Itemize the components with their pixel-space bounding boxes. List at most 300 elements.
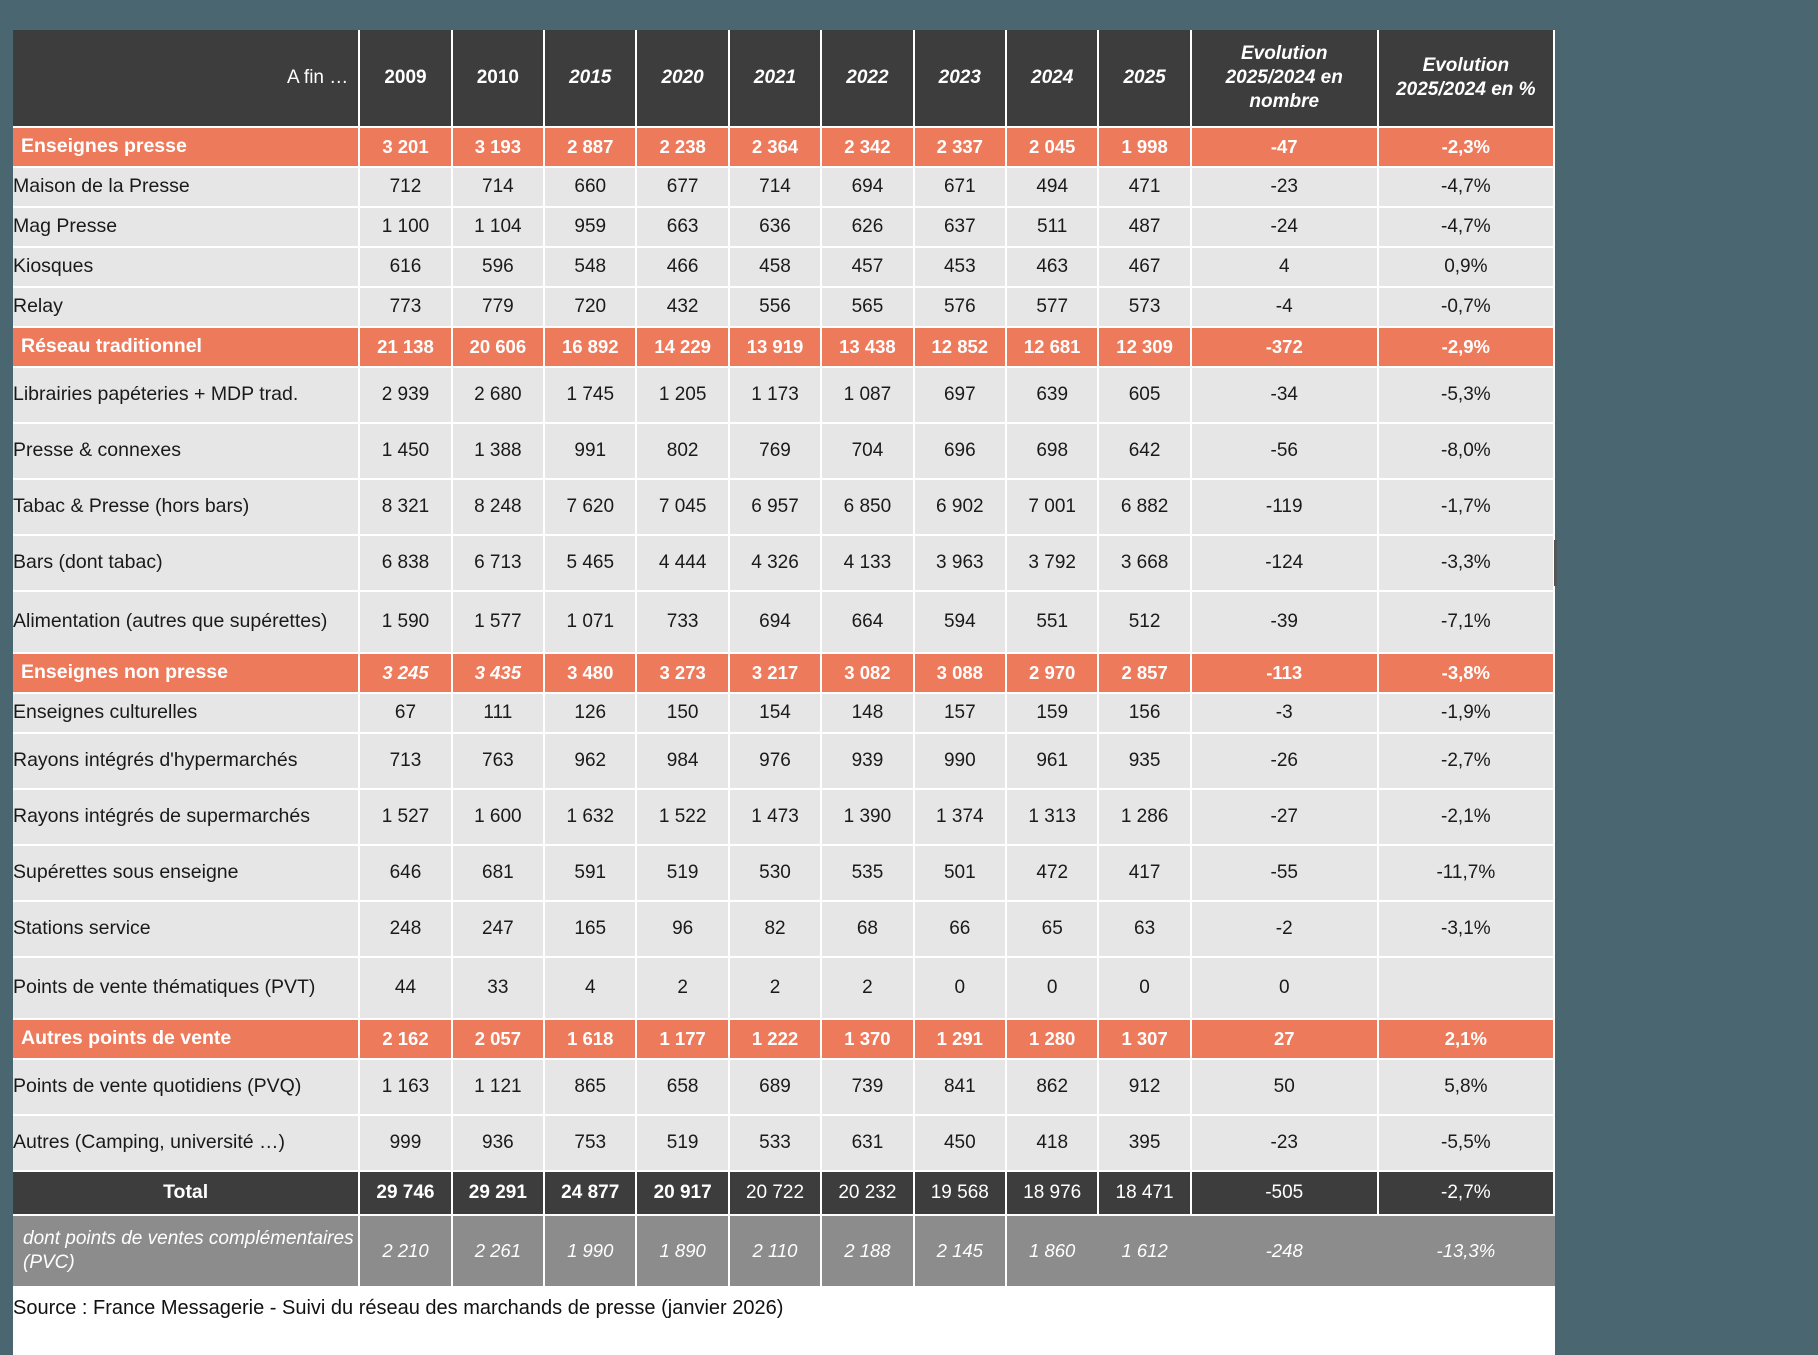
cell-year-2022: 68 [822,902,914,958]
total-cell-year-2015: 24 877 [545,1172,637,1216]
cell-year-2022: 704 [822,424,914,480]
cell-year-2024: 472 [1007,846,1099,902]
cell-year-2023: 841 [915,1060,1007,1116]
cell-year-2010: 6 713 [453,536,545,592]
table-row [13,846,1555,902]
table-header [13,30,1555,128]
total-cell-evolution-percent: -2,7% [1379,1172,1555,1216]
cell-year-2009: 6 838 [360,536,452,592]
cell-year-2022: 565 [822,288,914,328]
cell-year-2020: 1 522 [637,790,729,846]
network-table-sheet [13,30,1555,1355]
cell-year-2025: 935 [1099,734,1191,790]
press-network-table [13,30,1555,1286]
cell-year-2023: 450 [915,1116,1007,1172]
cell-year-2021: 6 957 [730,480,822,536]
cell-year-2022: 626 [822,208,914,248]
cell-year-2009: 67 [360,694,452,734]
cell-evolution-percent: 2,1% [1379,1020,1555,1060]
cell-year-2015: 962 [545,734,637,790]
column-header-year-2020: 2020 [637,30,729,128]
cell-evolution-number: -56 [1192,424,1379,480]
cell-evolution-percent: -5,5% [1379,1116,1555,1172]
row-label: Alimentation (autres que supérettes) [13,592,360,654]
cell-evolution-number: -34 [1192,368,1379,424]
cell-year-2020: 96 [637,902,729,958]
cell-year-2009: 2 162 [360,1020,452,1060]
cell-evolution-percent: -2,1% [1379,790,1555,846]
section-row [13,1020,1555,1060]
cell-evolution-number: -23 [1192,1116,1379,1172]
row-label: Autres (Camping, université …) [13,1116,360,1172]
cell-year-2015: 3 480 [545,654,637,694]
table-header-row [13,30,1555,128]
cell-year-2023: 3 088 [915,654,1007,694]
cell-year-2025: 642 [1099,424,1191,480]
row-label: Réseau traditionnel [13,328,360,368]
cell-year-2025: 2 857 [1099,654,1191,694]
cell-year-2021: 13 919 [730,328,822,368]
cell-year-2015: 959 [545,208,637,248]
total-cell-year-2020: 20 917 [637,1172,729,1216]
section-row [13,654,1555,694]
cell-evolution-number: 50 [1192,1060,1379,1116]
cell-year-2022: 631 [822,1116,914,1172]
cell-year-2022: 739 [822,1060,914,1116]
cell-year-2025: 3 668 [1099,536,1191,592]
cell-year-2021: 530 [730,846,822,902]
pvc-cell-year-2023: 2 145 [915,1216,1007,1286]
cell-year-2015: 548 [545,248,637,288]
cell-year-2020: 432 [637,288,729,328]
cell-evolution-percent: 0,9% [1379,248,1555,288]
cell-year-2023: 990 [915,734,1007,790]
cell-year-2025: 1 286 [1099,790,1191,846]
cell-year-2020: 466 [637,248,729,288]
row-label: Maison de la Presse [13,168,360,208]
cell-evolution-number: -124 [1192,536,1379,592]
table-row [13,536,1555,592]
cell-evolution-percent: -7,1% [1379,592,1555,654]
cell-year-2010: 111 [453,694,545,734]
total-cell-year-2009: 29 746 [360,1172,452,1216]
cell-year-2009: 21 138 [360,328,452,368]
cell-year-2022: 1 087 [822,368,914,424]
cell-year-2015: 5 465 [545,536,637,592]
cell-year-2022: 939 [822,734,914,790]
cell-year-2009: 646 [360,846,452,902]
cell-year-2020: 1 205 [637,368,729,424]
total-row [13,1172,1555,1216]
cell-year-2010: 1 388 [453,424,545,480]
cell-evolution-number: -2 [1192,902,1379,958]
cell-evolution-percent: -4,7% [1379,208,1555,248]
row-label: Stations service [13,902,360,958]
cell-year-2022: 535 [822,846,914,902]
cell-evolution-percent: -3,8% [1379,654,1555,694]
cell-year-2010: 1 121 [453,1060,545,1116]
cell-year-2020: 733 [637,592,729,654]
cell-year-2020: 677 [637,168,729,208]
cell-year-2009: 1 450 [360,424,452,480]
cell-year-2022: 664 [822,592,914,654]
cell-year-2024: 7 001 [1007,480,1099,536]
cell-year-2024: 1 313 [1007,790,1099,846]
cell-year-2015: 165 [545,902,637,958]
column-header-year-2009: 2009 [360,30,452,128]
cell-year-2023: 3 963 [915,536,1007,592]
cell-evolution-percent: -1,9% [1379,694,1555,734]
cell-evolution-number: -55 [1192,846,1379,902]
cell-year-2010: 247 [453,902,545,958]
cell-year-2023: 594 [915,592,1007,654]
cell-year-2024: 418 [1007,1116,1099,1172]
cell-year-2010: 33 [453,958,545,1020]
cell-year-2021: 458 [730,248,822,288]
cell-year-2024: 12 681 [1007,328,1099,368]
section-row [13,328,1555,368]
cell-year-2009: 8 321 [360,480,452,536]
cell-year-2022: 1 370 [822,1020,914,1060]
pvc-cell-year-2021: 2 110 [730,1216,822,1286]
cell-year-2010: 8 248 [453,480,545,536]
cell-evolution-number: -4 [1192,288,1379,328]
cell-year-2024: 65 [1007,902,1099,958]
column-header-year-2010: 2010 [453,30,545,128]
pvc-cell-evolution-percent: -13,3% [1379,1216,1555,1286]
cell-year-2009: 999 [360,1116,452,1172]
row-label: Points de vente quotidiens (PVQ) [13,1060,360,1116]
cell-year-2015: 1 745 [545,368,637,424]
cell-year-2023: 12 852 [915,328,1007,368]
cell-year-2024: 862 [1007,1060,1099,1116]
cell-year-2021: 154 [730,694,822,734]
cell-year-2015: 1 632 [545,790,637,846]
pvc-row-label: dont points de ventes complémentaires (PVC) [13,1216,360,1286]
table-row [13,958,1555,1020]
cell-year-2021: 689 [730,1060,822,1116]
cell-year-2023: 1 291 [915,1020,1007,1060]
cell-year-2020: 658 [637,1060,729,1116]
cell-year-2021: 769 [730,424,822,480]
row-label: Bars (dont tabac) [13,536,360,592]
cell-year-2010: 714 [453,168,545,208]
cell-year-2022: 694 [822,168,914,208]
pvc-cell-year-2025: 1 612 [1099,1216,1191,1286]
cell-year-2010: 1 577 [453,592,545,654]
cell-year-2023: 576 [915,288,1007,328]
column-header-year-2015: 2015 [545,30,637,128]
cell-year-2020: 2 [637,958,729,1020]
row-label: Autres points de vente [13,1020,360,1060]
cell-year-2009: 1 527 [360,790,452,846]
table-row [13,1060,1555,1116]
cell-year-2024: 639 [1007,368,1099,424]
pvc-cell-year-2024: 1 860 [1007,1216,1099,1286]
cell-year-2021: 976 [730,734,822,790]
cell-year-2020: 2 238 [637,128,729,168]
cell-evolution-number: -27 [1192,790,1379,846]
cell-evolution-percent: -1,7% [1379,480,1555,536]
pvc-cell-year-2020: 1 890 [637,1216,729,1286]
total-cell-year-2022: 20 232 [822,1172,914,1216]
cell-evolution-percent: -2,3% [1379,128,1555,168]
cell-year-2020: 663 [637,208,729,248]
cell-year-2010: 2 057 [453,1020,545,1060]
cell-year-2025: 1 307 [1099,1020,1191,1060]
cell-year-2010: 2 680 [453,368,545,424]
cell-evolution-percent [1379,958,1555,1020]
page-edge-right [1555,0,1818,1355]
page-edge-left [0,0,13,1355]
cell-year-2023: 1 374 [915,790,1007,846]
cell-year-2022: 148 [822,694,914,734]
cell-year-2015: 991 [545,424,637,480]
column-header-year-2025: 2025 [1099,30,1191,128]
cell-year-2022: 3 082 [822,654,914,694]
cell-year-2025: 156 [1099,694,1191,734]
cell-year-2025: 467 [1099,248,1191,288]
cell-year-2015: 16 892 [545,328,637,368]
cell-year-2010: 681 [453,846,545,902]
row-label: Rayons intégrés d'hypermarchés [13,734,360,790]
cell-year-2024: 2 045 [1007,128,1099,168]
cell-year-2010: 779 [453,288,545,328]
cell-year-2023: 157 [915,694,1007,734]
total-cell-year-2024: 18 976 [1007,1172,1099,1216]
cell-evolution-number: -119 [1192,480,1379,536]
table-row [13,592,1555,654]
row-label: Enseignes non presse [13,654,360,694]
cell-year-2020: 1 177 [637,1020,729,1060]
cell-year-2009: 3 201 [360,128,452,168]
cell-year-2009: 44 [360,958,452,1020]
cell-year-2010: 763 [453,734,545,790]
cell-year-2009: 712 [360,168,452,208]
cell-year-2010: 1 104 [453,208,545,248]
cell-year-2022: 2 342 [822,128,914,168]
cell-year-2015: 4 [545,958,637,1020]
cell-year-2021: 1 222 [730,1020,822,1060]
table-row [13,1116,1555,1172]
cell-year-2009: 1 590 [360,592,452,654]
cell-year-2021: 694 [730,592,822,654]
row-label: Kiosques [13,248,360,288]
cell-year-2025: 512 [1099,592,1191,654]
cell-year-2015: 720 [545,288,637,328]
pvc-cell-year-2022: 2 188 [822,1216,914,1286]
cell-year-2015: 7 620 [545,480,637,536]
table-row [13,368,1555,424]
cell-year-2020: 519 [637,1116,729,1172]
cell-year-2025: 6 882 [1099,480,1191,536]
row-label: Enseignes presse [13,128,360,168]
pvc-cell-evolution-number: -248 [1192,1216,1379,1286]
cell-year-2010: 1 600 [453,790,545,846]
cell-year-2015: 865 [545,1060,637,1116]
cell-year-2022: 457 [822,248,914,288]
table-row [13,694,1555,734]
source-note: Source : France Messagerie - Suivi du réseau des marchands de presse (janvier 2026) [13,1297,784,1319]
cell-year-2025: 395 [1099,1116,1191,1172]
cell-year-2023: 453 [915,248,1007,288]
row-label: Tabac & Presse (hors bars) [13,480,360,536]
cell-evolution-number: 4 [1192,248,1379,288]
column-header-label: A fin … [13,30,360,128]
cell-year-2021: 1 173 [730,368,822,424]
cell-evolution-number: 27 [1192,1020,1379,1060]
cell-year-2020: 984 [637,734,729,790]
total-cell-year-2010: 29 291 [453,1172,545,1216]
column-header-evolution-percent: Evolution 2025/2024 en % [1379,30,1555,128]
cell-year-2015: 126 [545,694,637,734]
cell-year-2022: 6 850 [822,480,914,536]
cell-year-2024: 511 [1007,208,1099,248]
cell-year-2025: 605 [1099,368,1191,424]
row-label: Rayons intégrés de supermarchés [13,790,360,846]
cell-evolution-number: 0 [1192,958,1379,1020]
cell-year-2021: 2 [730,958,822,1020]
total-cell-year-2025: 18 471 [1099,1172,1191,1216]
table-row [13,902,1555,958]
cell-year-2010: 3 435 [453,654,545,694]
table-row [13,248,1555,288]
cell-year-2024: 3 792 [1007,536,1099,592]
cell-year-2015: 1 618 [545,1020,637,1060]
cell-evolution-number: -26 [1192,734,1379,790]
table-row [13,208,1555,248]
cell-year-2010: 20 606 [453,328,545,368]
cell-evolution-percent: -2,7% [1379,734,1555,790]
pvc-cell-year-2009: 2 210 [360,1216,452,1286]
pvc-row [13,1216,1555,1286]
cell-year-2020: 519 [637,846,729,902]
table-row [13,734,1555,790]
cell-year-2023: 697 [915,368,1007,424]
row-label: Presse & connexes [13,424,360,480]
cell-evolution-percent: -2,9% [1379,328,1555,368]
cell-year-2009: 248 [360,902,452,958]
cell-year-2023: 671 [915,168,1007,208]
table-row [13,424,1555,480]
cell-year-2021: 1 473 [730,790,822,846]
cell-evolution-percent: -0,7% [1379,288,1555,328]
cell-year-2024: 577 [1007,288,1099,328]
cell-year-2024: 463 [1007,248,1099,288]
cell-year-2020: 150 [637,694,729,734]
cell-year-2025: 573 [1099,288,1191,328]
cell-year-2021: 714 [730,168,822,208]
cell-year-2015: 660 [545,168,637,208]
cell-year-2024: 698 [1007,424,1099,480]
section-row [13,128,1555,168]
cell-evolution-number: -39 [1192,592,1379,654]
cell-year-2025: 417 [1099,846,1191,902]
scroll-position-marker[interactable] [1554,540,1557,586]
column-header-year-2021: 2021 [730,30,822,128]
cell-year-2020: 4 444 [637,536,729,592]
cell-evolution-percent: -8,0% [1379,424,1555,480]
cell-evolution-number: -47 [1192,128,1379,168]
cell-year-2025: 63 [1099,902,1191,958]
cell-evolution-number: -3 [1192,694,1379,734]
cell-year-2009: 713 [360,734,452,790]
cell-year-2024: 551 [1007,592,1099,654]
cell-year-2023: 2 337 [915,128,1007,168]
table-row [13,790,1555,846]
cell-year-2024: 0 [1007,958,1099,1020]
cell-year-2020: 7 045 [637,480,729,536]
row-label: Librairies papéteries + MDP trad. [13,368,360,424]
cell-year-2010: 596 [453,248,545,288]
row-label: Supérettes sous enseigne [13,846,360,902]
page-edge-top [0,0,1818,30]
cell-evolution-number: -113 [1192,654,1379,694]
cell-year-2020: 802 [637,424,729,480]
cell-evolution-percent: -5,3% [1379,368,1555,424]
total-cell-evolution-number: -505 [1192,1172,1379,1216]
row-label: Mag Presse [13,208,360,248]
cell-year-2023: 66 [915,902,1007,958]
column-header-year-2023: 2023 [915,30,1007,128]
cell-year-2024: 961 [1007,734,1099,790]
cell-year-2009: 1 163 [360,1060,452,1116]
row-label: Points de vente thématiques (PVT) [13,958,360,1020]
cell-year-2015: 753 [545,1116,637,1172]
table-body [13,128,1555,1286]
cell-year-2025: 12 309 [1099,328,1191,368]
table-row [13,168,1555,208]
cell-year-2010: 936 [453,1116,545,1172]
cell-year-2021: 82 [730,902,822,958]
cell-evolution-number: -372 [1192,328,1379,368]
cell-year-2025: 912 [1099,1060,1191,1116]
column-header-evolution-number: Evolution 2025/2024 en nombre [1192,30,1379,128]
cell-year-2023: 696 [915,424,1007,480]
cell-year-2015: 2 887 [545,128,637,168]
cell-year-2021: 3 217 [730,654,822,694]
cell-year-2021: 636 [730,208,822,248]
cell-year-2024: 2 970 [1007,654,1099,694]
column-header-year-2024: 2024 [1007,30,1099,128]
cell-year-2022: 2 [822,958,914,1020]
table-row [13,288,1555,328]
cell-year-2025: 1 998 [1099,128,1191,168]
cell-year-2021: 2 364 [730,128,822,168]
cell-evolution-percent: 5,8% [1379,1060,1555,1116]
cell-evolution-percent: -11,7% [1379,846,1555,902]
cell-evolution-percent: -3,3% [1379,536,1555,592]
total-cell-year-2021: 20 722 [730,1172,822,1216]
cell-evolution-number: -23 [1192,168,1379,208]
cell-year-2020: 3 273 [637,654,729,694]
table-row [13,480,1555,536]
cell-year-2015: 1 071 [545,592,637,654]
cell-year-2021: 556 [730,288,822,328]
cell-year-2023: 501 [915,846,1007,902]
cell-year-2025: 487 [1099,208,1191,248]
total-row-label: Total [13,1172,360,1216]
cell-year-2024: 159 [1007,694,1099,734]
row-label: Relay [13,288,360,328]
cell-year-2021: 533 [730,1116,822,1172]
cell-year-2023: 6 902 [915,480,1007,536]
column-header-year-2022: 2022 [822,30,914,128]
cell-year-2009: 2 939 [360,368,452,424]
cell-year-2025: 471 [1099,168,1191,208]
cell-year-2009: 616 [360,248,452,288]
cell-year-2009: 773 [360,288,452,328]
